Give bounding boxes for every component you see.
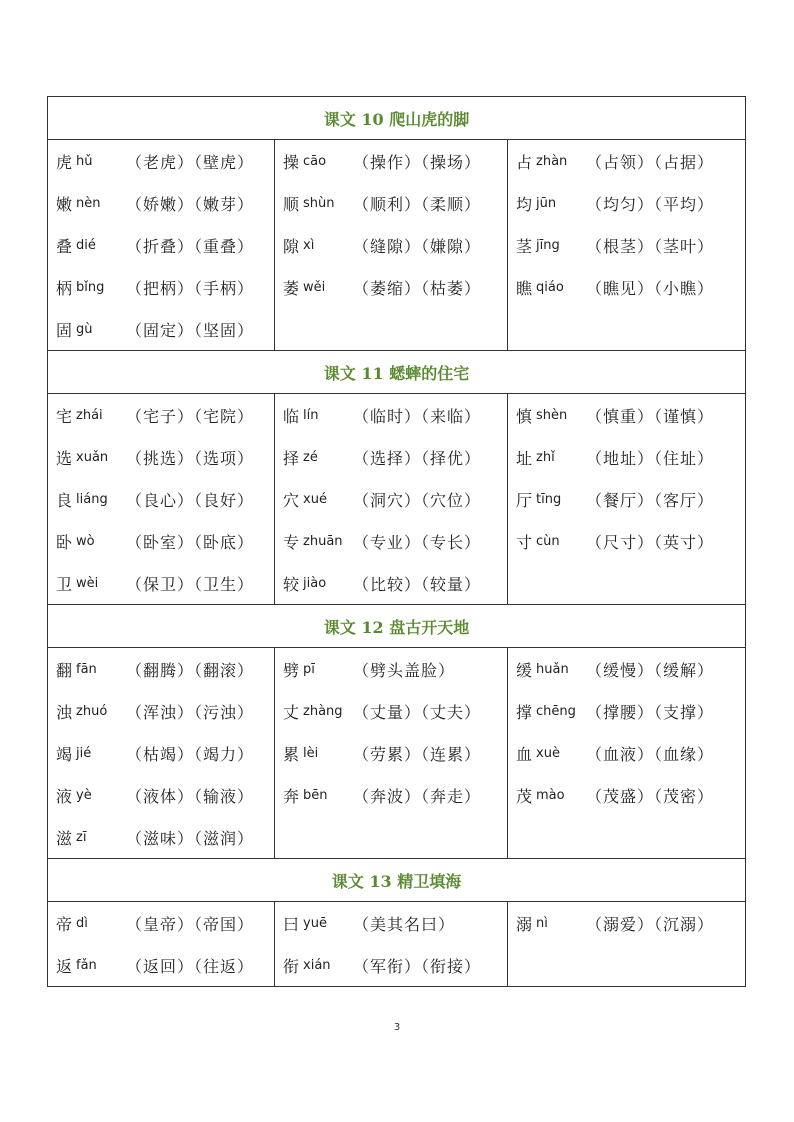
character: 择 <box>283 448 300 468</box>
vocab-entry <box>275 266 507 308</box>
example-words: （溺爱）（沉溺） <box>586 914 715 934</box>
vocab-entry <box>48 732 274 774</box>
pinyin: nì <box>536 915 548 931</box>
lesson-title <box>48 605 746 648</box>
vocab-entry <box>508 266 745 308</box>
vocab-column <box>275 394 508 605</box>
example-words: （卧室）（卧底） <box>126 532 255 552</box>
pinyin: zhàn <box>536 153 568 169</box>
vocab-entry <box>48 774 274 816</box>
vocab-entry <box>48 902 274 944</box>
example-words: （劳累）（连累） <box>353 744 482 764</box>
vocab-entry <box>275 648 507 690</box>
example-words: （缓慢）（缓解） <box>586 660 715 680</box>
character: 劈 <box>283 660 300 680</box>
example-words: （美其名曰） <box>353 914 456 934</box>
vocab-column <box>508 648 746 859</box>
lesson-title <box>48 97 746 140</box>
vocab-entry <box>508 140 745 182</box>
vocab-entry <box>48 690 274 732</box>
character: 卫 <box>56 574 73 594</box>
pinyin: tīng <box>536 491 562 507</box>
vocab-column <box>48 394 275 605</box>
character: 嫩 <box>56 194 73 214</box>
example-words: （奔波）（奔走） <box>353 786 482 806</box>
pinyin: zī <box>76 829 87 845</box>
vocab-entry <box>275 140 507 182</box>
example-words: （娇嫩）（嫩芽） <box>126 194 255 214</box>
pinyin: jūn <box>536 195 557 211</box>
vocab-entry <box>508 436 745 478</box>
vocab-entry <box>275 944 507 986</box>
vocab-entry <box>275 436 507 478</box>
pinyin: dié <box>76 237 96 253</box>
pinyin: mào <box>536 787 565 803</box>
example-words: （宅子）（宅院） <box>126 406 255 426</box>
pinyin: jiào <box>303 575 327 591</box>
character: 茎 <box>516 236 533 256</box>
character: 专 <box>283 532 300 552</box>
example-words: （血液）（血缘） <box>586 744 715 764</box>
example-words: （挑选）（选项） <box>126 448 255 468</box>
example-words: （顺利）（柔顺） <box>353 194 482 214</box>
character: 返 <box>56 956 73 976</box>
character: 厅 <box>516 490 533 510</box>
example-words: （液体）（输液） <box>126 786 255 806</box>
pinyin: wò <box>76 533 95 549</box>
vocab-entry <box>48 266 274 308</box>
character: 茂 <box>516 786 533 806</box>
pinyin: xuǎn <box>76 449 109 465</box>
example-words: （返回）（往返） <box>126 956 255 976</box>
pinyin: liáng <box>76 491 108 507</box>
example-words: （均匀）（平均） <box>586 194 715 214</box>
vocab-column <box>48 140 275 351</box>
vocab-column <box>48 902 275 987</box>
vocab-entry <box>508 902 745 944</box>
vocab-entry <box>275 224 507 266</box>
character: 虎 <box>56 152 73 172</box>
pinyin: qiáo <box>536 279 564 295</box>
vocab-entry <box>508 478 745 520</box>
vocab-column <box>508 394 746 605</box>
example-words: （劈头盖脸） <box>353 660 456 680</box>
vocab-entry <box>275 902 507 944</box>
example-words: （茂盛）（茂密） <box>586 786 715 806</box>
character: 萎 <box>283 278 300 298</box>
pinyin: pī <box>303 661 315 677</box>
character: 良 <box>56 490 73 510</box>
character: 柄 <box>56 278 73 298</box>
pinyin: huǎn <box>536 661 569 677</box>
character: 均 <box>516 194 533 214</box>
pinyin: dì <box>76 915 88 931</box>
pinyin: zhái <box>76 407 103 423</box>
character: 顺 <box>283 194 300 214</box>
character: 血 <box>516 744 533 764</box>
example-words: （良心）（良好） <box>126 490 255 510</box>
character: 瞧 <box>516 278 533 298</box>
lesson-title <box>48 859 746 902</box>
character: 曰 <box>283 914 300 934</box>
example-words: （固定）（坚固） <box>126 320 255 340</box>
example-words: （萎缩）（枯萎） <box>353 278 482 298</box>
pinyin: jīng <box>536 237 560 253</box>
example-words: （滋味）（滋润） <box>126 828 255 848</box>
vocab-entry <box>48 478 274 520</box>
character: 固 <box>56 320 73 340</box>
vocab-entry <box>275 394 507 436</box>
pinyin: fǎn <box>76 957 97 973</box>
pinyin: cāo <box>303 153 327 169</box>
example-words: （折叠）（重叠） <box>126 236 255 256</box>
lesson-title-text: 课文 11 蟋蟀的住宅 <box>323 363 470 383</box>
example-words: （缝隙）（嫌隙） <box>353 236 482 256</box>
pinyin: bēn <box>303 787 328 803</box>
character: 选 <box>56 448 73 468</box>
character: 帝 <box>56 914 73 934</box>
character: 液 <box>56 786 73 806</box>
character: 临 <box>283 406 300 426</box>
character: 穴 <box>283 490 300 510</box>
example-words: （临时）（来临） <box>353 406 482 426</box>
vocab-entry <box>275 182 507 224</box>
example-words: （专业）（专长） <box>353 532 482 552</box>
example-words: （枯竭）（竭力） <box>126 744 255 764</box>
character: 址 <box>516 448 533 468</box>
example-words: （根茎）（茎叶） <box>586 236 715 256</box>
vocabulary-page <box>47 96 745 987</box>
example-words: （军衔）（衔接） <box>353 956 482 976</box>
vocab-entry <box>275 732 507 774</box>
character: 撑 <box>516 702 533 722</box>
vocab-entry <box>48 182 274 224</box>
vocab-entry <box>48 394 274 436</box>
character: 操 <box>283 152 300 172</box>
pinyin: zhàng <box>303 703 343 719</box>
pinyin: xuè <box>536 745 560 761</box>
vocab-entry <box>48 308 274 350</box>
character: 翻 <box>56 660 73 680</box>
vocab-entry <box>48 224 274 266</box>
pinyin: wěi <box>303 279 326 295</box>
pinyin: shùn <box>303 195 335 211</box>
pinyin: yuē <box>303 915 327 931</box>
pinyin: jié <box>76 745 92 761</box>
example-words: （浑浊）（污浊） <box>126 702 255 722</box>
pinyin: gù <box>76 321 93 337</box>
vocab-column <box>48 648 275 859</box>
example-words: （瞧见）（小瞧） <box>586 278 715 298</box>
character: 卧 <box>56 532 73 552</box>
pinyin: zhuó <box>76 703 108 719</box>
example-words: （餐厅）（客厅） <box>586 490 715 510</box>
lesson-title-text: 课文 12 盘古开天地 <box>323 617 470 637</box>
vocab-entry <box>508 224 745 266</box>
pinyin: xué <box>303 491 327 507</box>
vocab-entry <box>508 520 745 562</box>
character: 寸 <box>516 532 533 552</box>
pinyin: chēng <box>536 703 576 719</box>
pinyin: shèn <box>536 407 568 423</box>
pinyin: fān <box>76 661 97 677</box>
pinyin: lín <box>303 407 319 423</box>
vocab-entry <box>508 690 745 732</box>
example-words: （撑腰）（支撑） <box>586 702 715 722</box>
pinyin: cùn <box>536 533 560 549</box>
example-words: （洞穴）（穴位） <box>353 490 482 510</box>
character: 丈 <box>283 702 300 722</box>
vocab-entry <box>508 774 745 816</box>
vocab-entry <box>48 436 274 478</box>
vocab-entry <box>48 648 274 690</box>
lesson-title-text: 课文 13 精卫填海 <box>331 871 462 891</box>
example-words: （操作）（操场） <box>353 152 482 172</box>
character: 叠 <box>56 236 73 256</box>
example-words: （慎重）（谨慎） <box>586 406 715 426</box>
character: 浊 <box>56 702 73 722</box>
vocab-column <box>508 140 746 351</box>
pinyin: zé <box>303 449 318 465</box>
example-words: （选择）（择优） <box>353 448 482 468</box>
pinyin: bǐng <box>76 279 105 295</box>
example-words: （比较）（较量） <box>353 574 482 594</box>
vocab-entry <box>508 732 745 774</box>
pinyin: xián <box>303 957 331 973</box>
lesson-title-text: 课文 10 爬山虎的脚 <box>323 109 470 129</box>
character: 竭 <box>56 744 73 764</box>
lesson-title <box>48 351 746 394</box>
pinyin: hǔ <box>76 153 93 169</box>
example-words: （把柄）（手柄） <box>126 278 255 298</box>
vocab-entry <box>508 648 745 690</box>
character: 宅 <box>56 406 73 426</box>
character: 缓 <box>516 660 533 680</box>
character: 慎 <box>516 406 533 426</box>
example-words: （皇帝）（帝国） <box>126 914 255 934</box>
vocab-entry <box>48 562 274 604</box>
example-words: （地址）（住址） <box>586 448 715 468</box>
example-words: （尺寸）（英寸） <box>586 532 715 552</box>
character: 滋 <box>56 828 73 848</box>
character: 奔 <box>283 786 300 806</box>
example-words: （保卫）（卫生） <box>126 574 255 594</box>
vocab-entry <box>48 816 274 858</box>
example-words: （翻腾）（翻滚） <box>126 660 255 680</box>
vocab-column <box>508 902 746 987</box>
vocab-column <box>275 140 508 351</box>
vocab-entry <box>48 520 274 562</box>
pinyin: xì <box>303 237 315 253</box>
character: 衔 <box>283 956 300 976</box>
vocab-entry <box>275 520 507 562</box>
vocab-entry <box>275 562 507 604</box>
pinyin: zhuān <box>303 533 343 549</box>
vocab-column <box>275 648 508 859</box>
character: 隙 <box>283 236 300 256</box>
pinyin: lèi <box>303 745 319 761</box>
vocab-entry <box>275 478 507 520</box>
page-number: 3 <box>393 1022 401 1033</box>
vocab-entry <box>48 944 274 986</box>
vocab-entry <box>275 774 507 816</box>
pinyin: yè <box>76 787 92 803</box>
pinyin: nèn <box>76 195 101 211</box>
vocabulary-table <box>47 96 746 987</box>
vocab-column <box>275 902 508 987</box>
pinyin: zhǐ <box>536 449 555 465</box>
character: 累 <box>283 744 300 764</box>
example-words: （老虎）（壁虎） <box>126 152 255 172</box>
vocab-entry <box>508 394 745 436</box>
character: 占 <box>516 152 533 172</box>
vocab-entry <box>508 182 745 224</box>
example-words: （占领）（占据） <box>586 152 715 172</box>
character: 溺 <box>516 914 533 934</box>
vocab-entry <box>275 690 507 732</box>
character: 较 <box>283 574 300 594</box>
pinyin: wèi <box>76 575 99 591</box>
vocab-entry <box>48 140 274 182</box>
example-words: （丈量）（丈夫） <box>353 702 482 722</box>
